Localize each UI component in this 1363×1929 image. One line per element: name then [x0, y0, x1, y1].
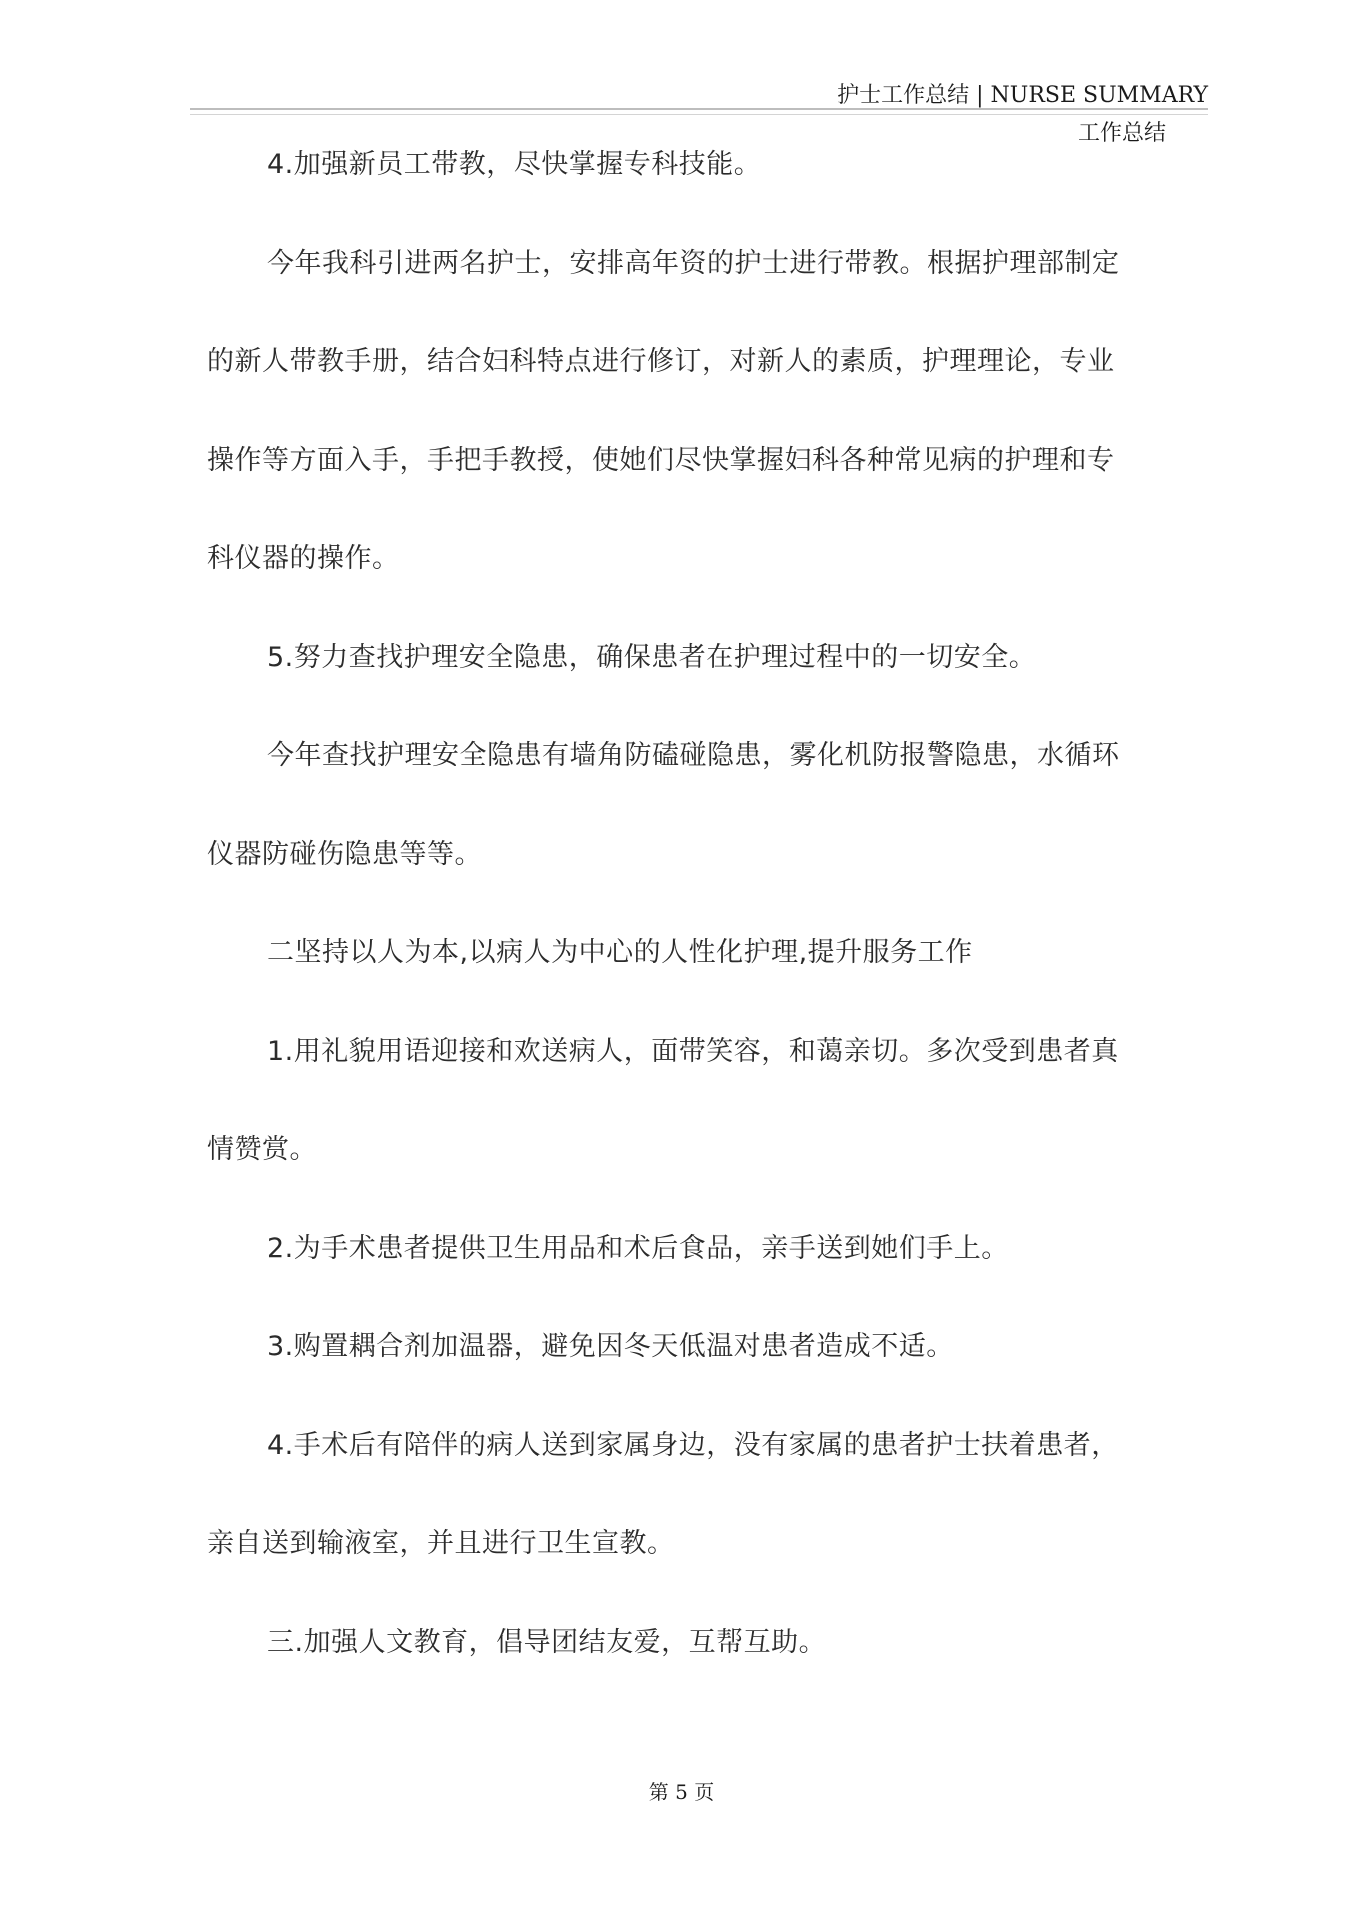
paragraph-line: 操作等方面入手，手把手教授，使她们尽快掌握妇科各种常见病的护理和专 [207, 444, 1115, 476]
header-subtitle: 工作总结 [1077, 121, 1166, 146]
paragraph-line: 1.用礼貌用语迎接和欢送病人，面带笑容，和蔼亲切。多次受到患者真 [267, 1035, 1119, 1067]
paragraph-line: 的新人带教手册，结合妇科特点进行修订，对新人的素质，护理理论，专业 [207, 346, 1115, 377]
header-title: 护士工作总结 | NURSE SUMMARY [837, 83, 1208, 108]
section-heading: 三.加强人文教育，倡导团结友爱，互帮互助。 [267, 1626, 827, 1658]
paragraph-line: 科仪器的操作。 [207, 543, 400, 574]
header-divider [190, 108, 1208, 110]
paragraph-line: 2.为手术患者提供卫生用品和术后食品，亲手送到她们手上。 [267, 1232, 1009, 1264]
paragraph-line: 仪器防碰伤隐患等等。 [207, 838, 482, 870]
paragraph-line: 5.努力查找护理安全隐患，确保患者在护理过程中的一切安全。 [267, 641, 1037, 673]
paragraph-line: 情赞赏。 [207, 1134, 317, 1165]
header-divider-secondary [190, 114, 1208, 115]
page-number: 第 5 页 [648, 1780, 715, 1804]
paragraph-line: 4.手术后有陪伴的病人送到家属身边，没有家属的患者护士扶着患者， [267, 1429, 1119, 1461]
document-body [207, 140, 1157, 1716]
paragraph-line: 3.购置耦合剂加温器，避免因冬天低温对患者造成不适。 [267, 1331, 954, 1362]
paragraph-line: 亲自送到输液室，并且进行卫生宣教。 [207, 1528, 675, 1559]
section-heading: 二坚持以人为本,以病人为中心的人性化护理,提升服务工作 [267, 937, 973, 968]
paragraph-line: 今年查找护理安全隐患有墙角防磕碰隐患，雾化机防报警隐患，水循环 [267, 740, 1120, 771]
paragraph-line: 今年我科引进两名护士，安排高年资的护士进行带教。根据护理部制定 [267, 247, 1120, 279]
paragraph-line: 4.加强新员工带教，尽快掌握专科技能。 [267, 149, 762, 180]
page-header [0, 0, 1363, 146]
